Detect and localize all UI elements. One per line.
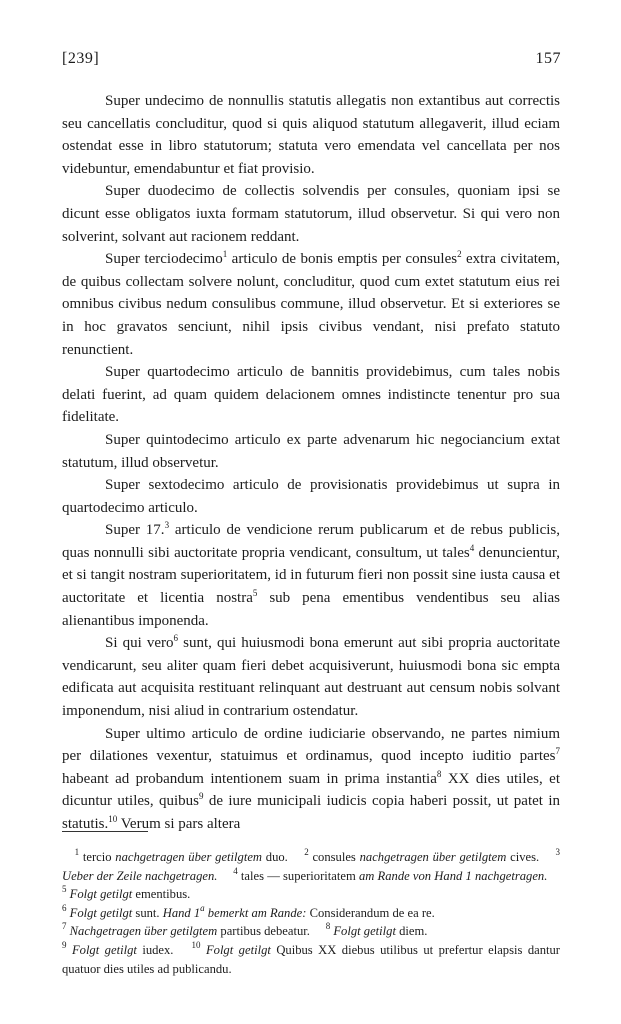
footnote-ref: 5 <box>252 588 258 599</box>
paragraph-ultimo: Super ultimo articulo de ordine iudiciarie observando, ne partes nimium per dilationes vexentur, statuimus et ordinamus, quod incepto iuditio partes$^7$ habeant ad probandum intentionem suam in prima instantia$^8$ XX dies utiles, et dicuntur utiles, quibus$^9$ de iure municipali iudicis copia haberi possit, ut patet in statutis.$^{10}$ Verum si pars altera <box>62 725 560 832</box>
page-number: 157 <box>535 50 561 67</box>
footnote-ref: 10 <box>108 814 118 824</box>
footnote-8: $^8$ Folgt getilgt diem. <box>325 921 428 939</box>
footnote-line <box>62 848 560 904</box>
paragraph-quintodecimo: Super quintodecimo articulo ex parte advenarum hic negociancium extat statutum, illud observetur. <box>62 431 560 471</box>
footnote-2: $^2$ consules nachgetragen über getilgtem cives. <box>304 847 540 864</box>
footnote-ref: 7 <box>555 746 560 757</box>
footnote-1: $^1$ tercio nachgetragen über getilgtem duo. <box>74 847 288 864</box>
footnote-divider <box>62 831 148 832</box>
footnote-ref: 6 <box>173 633 179 644</box>
footnote-3: $^3$ Ueber der Zeile nachgetragen. <box>62 847 560 883</box>
footnote-ref: 3 <box>164 520 170 531</box>
footnote-4: $^4$ tales — superioritatem am Rande von Hand 1 nachgetragen. <box>233 865 548 883</box>
footnote-ref: 1 <box>222 249 228 260</box>
paragraph-si-qui-vero: Si qui vero$^6$ sunt, qui huiusmodi bona emerunt aut sibi propria auctoritate vendicarunt, seu aliter quam fieri debet acquisiverunt, huiusmodi bona sic empta edificata aut acquisita restituant relinquant aut destruant aut censum nobis solvant imponendum, nisi aliud in contrarium ostendatur. <box>62 633 560 720</box>
paragraph-undecimo: Super undecimo de nonnullis statutis allegatis non extantibus aut correctis seu cancellatis concluditur, quod si quis aliquod statutum allegaverit, illud eciam ostendat esse in libro statutorum; statuta vero emendata vel cancellata per nos videbuntur, emendabuntur et fiat provisio. <box>62 93 560 177</box>
footnote-ref: 8 <box>436 768 442 779</box>
footnote-6: $^6$ Folgt getilgt sunt. Hand 1$^a$ bemerkt am Rande: Considerandum de ea re. <box>62 902 435 920</box>
footnote-7: $^7$ Nachgetragen über getilgtem partibus debeatur. <box>62 921 310 939</box>
paragraph-terciodecimo: Super terciodecimo$^1$ articulo de bonis emptis per consules$^2$ extra civitatem, de quibus collectam solvere nolunt, concluditur, quod cum extet statutum eius rei omnibus civibus nedum consulibus commune, illud observetur. Et si exteriores se in hoc gravatos senciunt, nihil ipsis civibus vendant, nisi prefato statuto renunctient. <box>62 249 560 358</box>
paragraph-quartodecimo: Super quartodecimo articulo de bannitis providebimus, cum tales nobis delati fuerint, ad quam quidem delacionem omnes indistincte tenentur pro sua fidelitate. <box>62 364 560 426</box>
paragraph-duodecimo: Super duodecimo de collectis solvendis per consules, quoniam ipsi se dicunt esse obligatos iuxta formam statutorum, illud observetur. Si qui vero non solverint, solvant aut racionem reddant. <box>62 183 560 245</box>
page-ref: [239] <box>62 50 100 67</box>
main-text <box>62 90 560 836</box>
footnote-line <box>62 904 560 923</box>
footnote-ref: 2 <box>457 249 462 260</box>
footnote-10: $^{10}$ Folgt getilgt Quibus XX diebus utilibus ut prefertur elapsis dantur quatuor dies utiles ad publicandu. <box>62 939 560 976</box>
footnote-line <box>62 922 560 941</box>
footnote-ref: 9 <box>198 791 204 802</box>
paragraph-sextodecimo: Super sextodecimo articulo de provisionatis providebimus ut supra in quartodecimo articulo. <box>62 477 560 516</box>
paragraph-17: Super 17.$^3$ articulo de vendicione rerum publicarum et de rebus publicis, quas nonnulli sibi auctoritate propria vendicant, consultum, ut tales$^4$ denuncientur, et si tangit nostram superioritatem, id in futurum fieri non possit sine iusta causa et auctoritate et licentia nostra$^5$ sub pena ementibus vendentibus seu alias alienantibus imponenda. <box>62 520 561 629</box>
footnote-9: $^9$ Folgt getilgt iudex. <box>62 939 174 957</box>
footnote-line <box>62 941 560 978</box>
footnotes <box>62 848 560 978</box>
footnote-5: $^5$ Folgt getilgt ementibus. <box>62 884 191 902</box>
footnote-ref: 4 <box>469 542 475 553</box>
